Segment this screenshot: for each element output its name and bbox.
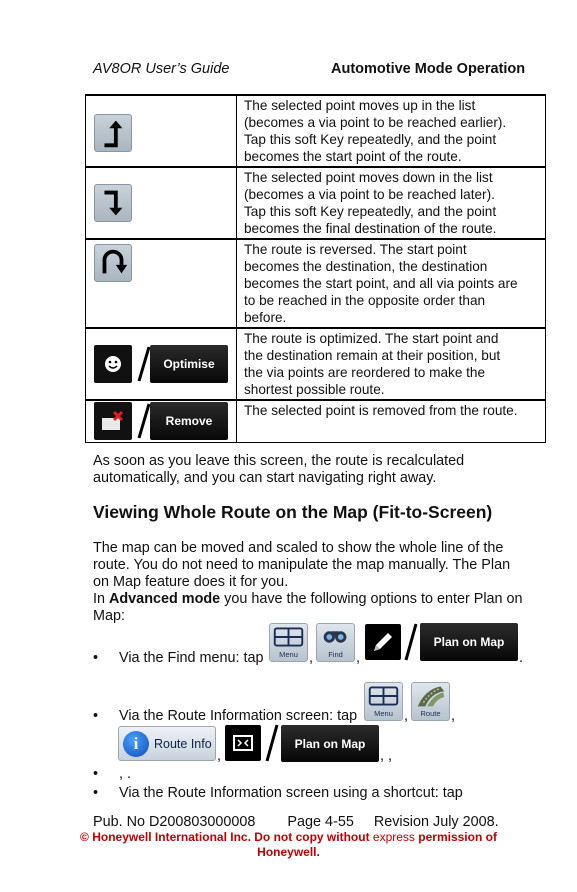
bullet-marker: • xyxy=(93,650,99,666)
slash-separator xyxy=(137,403,151,439)
advanced-mode-label: Advanced mode xyxy=(109,591,221,607)
empty-bullet-text: , . xyxy=(119,766,131,782)
plan-on-map-button[interactable]: Plan on Map xyxy=(281,725,379,762)
optimise-description: The route is optimized. The start point and the destination remain at their position, but the via points are reordered to make the shortest possible route. xyxy=(237,328,546,400)
reverse-route-icon xyxy=(94,244,132,282)
bullet-marker: • xyxy=(93,766,99,782)
move-up-icon xyxy=(94,114,132,152)
slash-separator xyxy=(404,623,418,661)
header-guide-title: AV8OR User’s Guide xyxy=(93,61,230,77)
move-down-description: The selected point moves down in the list (becomes a via point to be reached later). Tap this soft Key repeatedly, and the point becomes the final destination of the route. xyxy=(237,167,546,239)
fit-to-screen-icon[interactable] xyxy=(225,725,261,761)
publication-footer: Pub. No D200803000008 Page 4-55 Revision July 2008. xyxy=(93,814,499,830)
find-menu-instruction: Via the Find menu: tap xyxy=(119,650,264,666)
bullet-marker: • xyxy=(93,785,99,801)
table-row xyxy=(86,239,546,328)
route-button[interactable]: Route xyxy=(411,682,450,721)
remove-description: The selected point is removed from the route. xyxy=(237,400,546,442)
find-button[interactable]: Find xyxy=(316,623,355,662)
optimise-button[interactable]: Optimise xyxy=(150,345,228,383)
table-row xyxy=(86,328,546,400)
menu-button[interactable]: Menu xyxy=(269,623,308,662)
slash-separator xyxy=(265,724,279,762)
route-info-button[interactable] xyxy=(118,726,216,761)
move-up-description: The selected point moves up in the list (becomes a via point to be reached earlier). Tap this soft Key repeatedly, and the point becomes the start point of the route. xyxy=(237,95,546,167)
remove-point-icon xyxy=(94,402,132,440)
info-icon: i xyxy=(123,731,149,757)
remove-button[interactable]: Remove xyxy=(150,402,228,440)
slash-separator xyxy=(137,346,151,382)
route-info-label: Route Info xyxy=(154,736,212,751)
table-row xyxy=(86,400,546,442)
table-row xyxy=(86,95,546,167)
menu-button[interactable]: Menu xyxy=(364,682,403,721)
recalculation-paragraph: As soon as you leave this screen, the route is recalculated automatically, and you can start navigating right away. xyxy=(93,453,465,486)
plan-on-map-button[interactable]: Plan on Map xyxy=(420,623,518,661)
soft-keys-table xyxy=(85,94,546,443)
optimise-icon xyxy=(94,345,132,383)
fit-to-screen-paragraph: The map can be moved and scaled to show the whole line of the route. You do not need to manipulate the map manually. The Plan on Map feature does it for you. In Advanced mode you have the following options to enter Plan on Map: xyxy=(93,540,523,624)
header-section-title: Automotive Mode Operation xyxy=(331,61,526,77)
pencil-icon[interactable] xyxy=(365,624,401,660)
reverse-route-description: The route is reversed. The start point becomes the destination, the destination becomes the start point, and all via points are to be reached in the opposite order than before. xyxy=(237,239,546,328)
bullet-marker: • xyxy=(93,708,99,724)
copyright-notice: © Honeywell International Inc. Do not copy without express permission of Honeywell. xyxy=(80,830,497,859)
move-down-icon xyxy=(94,184,132,222)
section-heading: Viewing Whole Route on the Map (Fit-to-Screen) xyxy=(93,502,493,522)
shortcut-instruction: Via the Route Information screen using a shortcut: tap xyxy=(119,785,463,801)
table-row xyxy=(86,167,546,239)
route-info-instruction: Via the Route Information screen: tap xyxy=(119,708,358,724)
